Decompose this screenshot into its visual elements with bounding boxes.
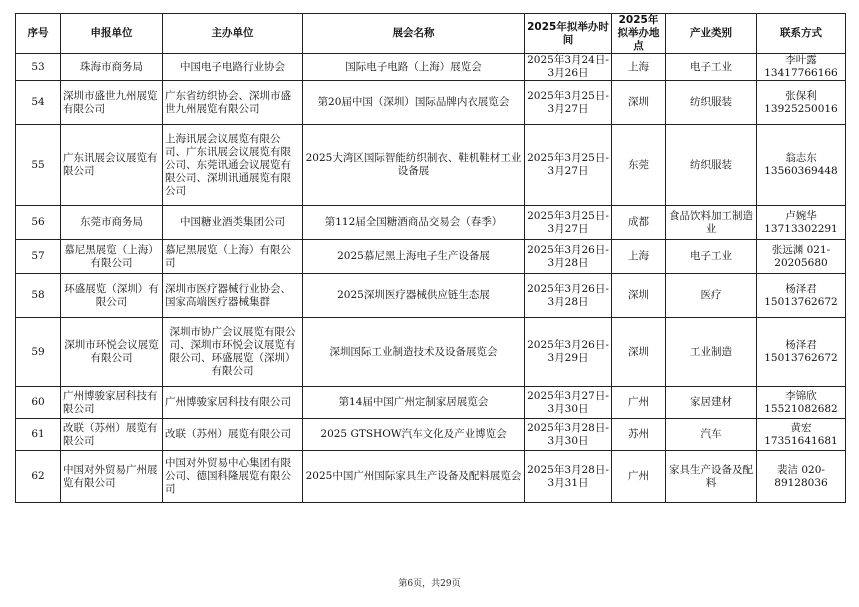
table-row [16,125,846,206]
cell-location: 上海 [612,240,666,274]
cell-time: 2025年3月28日-3月30日 [525,419,612,451]
table-row [16,54,846,81]
header-organizer: 主办单位 [163,14,303,54]
table-row [16,206,846,240]
cell-time: 2025年3月25日-3月27日 [525,125,612,206]
contact-phone: 15013762672 [764,352,838,364]
cell-time: 2025年3月26日-3月28日 [525,274,612,318]
cell-industry: 食品饮料加工制造业 [666,206,757,240]
contact-name: 杨泽君 [785,339,817,351]
contact-phone: 13713302291 [764,222,838,235]
cell-index: 56 [16,206,61,240]
cell-index: 62 [16,451,61,503]
table-header-row [16,14,846,54]
header-industry: 产业类别 [666,14,757,54]
cell-contact [757,318,846,387]
cell-organizer: 上海讯展会议展览有限公司、广东讯展会议展览有限公司、东莞讯通会议展览有限公司、深圳讯通展览有限公司 [163,125,303,206]
cell-applicant: 深圳市环悦会议展览有限公司 [61,318,163,387]
cell-exhibition: 第112届全国糖酒商品交易会（春季） [303,206,525,240]
contact-name: 李叶露 [785,54,817,66]
cell-applicant: 东莞市商务局 [61,206,163,240]
cell-contact [757,125,846,206]
cell-exhibition: 2025大湾区国际智能纺织制衣、鞋机鞋材工业设备展 [303,125,525,206]
cell-contact [757,81,846,125]
contact-name: 裴洁 020- [777,463,825,476]
cell-organizer: 中国电子电路行业协会 [163,54,303,81]
cell-contact [757,387,846,419]
contact-phone: 17351641681 [764,434,838,447]
contact-name: 李锦欣 [785,389,817,402]
cell-applicant: 改联（苏州）展览有限公司 [61,419,163,451]
header-contact: 联系方式 [757,14,846,54]
cell-exhibition: 国际电子电路（上海）展览会 [303,54,525,81]
cell-organizer: 中国对外贸易中心集团有限公司、德国科隆展览有限公司 [163,451,303,503]
cell-industry: 工业制造 [666,318,757,387]
cell-applicant: 慕尼黑展览（上海）有限公司 [61,240,163,274]
page-number: 第6页，共29页 [398,579,461,589]
cell-organizer: 广东省纺织协会、深圳市盛世九州展览有限公司 [163,81,303,125]
cell-industry: 电子工业 [666,54,757,81]
cell-industry: 电子工业 [666,240,757,274]
cell-time: 2025年3月24日-3月26日 [525,54,612,81]
cell-exhibition: 第14届中国广州定制家居展览会 [303,387,525,419]
cell-contact [757,206,846,240]
cell-industry: 家具生产设备及配料 [666,451,757,503]
cell-exhibition: 深圳国际工业制造技术及设备展览会 [303,318,525,387]
cell-applicant: 中国对外贸易广州展览有限公司 [61,451,163,503]
header-time: 2025年拟举办时间 [525,14,612,54]
cell-exhibition: 2025慕尼黑上海电子生产设备展 [303,240,525,274]
cell-organizer: 广州博骏家居科技有限公司 [163,387,303,419]
cell-index: 58 [16,274,61,318]
contact-phone: 13417766166 [764,67,838,79]
cell-organizer: 深圳市医疗器械行业协会、国家高端医疗器械集群 [163,274,303,318]
cell-location: 深圳 [612,274,666,318]
contact-name: 翁志东 [785,152,817,164]
cell-organizer: 改联（苏州）展览有限公司 [163,419,303,451]
cell-organizer: 中国糖业酒类集团公司 [163,206,303,240]
cell-location: 深圳 [612,318,666,387]
contact-phone: 13925250016 [764,102,838,115]
contact-name: 卢婉华 [785,209,817,222]
contact-phone: 15521082682 [764,402,838,415]
cell-organizer: 慕尼黑展览（上海）有限公司 [163,240,303,274]
cell-contact [757,419,846,451]
cell-time: 2025年3月27日-3月30日 [525,387,612,419]
cell-time: 2025年3月26日-3月29日 [525,318,612,387]
cell-location: 广州 [612,451,666,503]
table-row [16,318,846,387]
cell-exhibition: 2025深圳医疗器械供应链生态展 [303,274,525,318]
cell-index: 55 [16,125,61,206]
cell-contact [757,240,846,274]
cell-industry: 纺织服装 [666,81,757,125]
cell-contact [757,451,846,503]
table-row [16,419,846,451]
contact-name: 张远渊 021- [771,243,831,256]
cell-index: 57 [16,240,61,274]
contact-name: 张保利 [785,89,817,102]
cell-location: 广州 [612,387,666,419]
cell-applicant: 珠海市商务局 [61,54,163,81]
header-exhibition: 展会名称 [303,14,525,54]
cell-industry: 汽车 [666,419,757,451]
cell-exhibition: 2025 GTSHOW汽车文化及产业博览会 [303,419,525,451]
cell-location: 苏州 [612,419,666,451]
header-index: 序号 [16,14,61,54]
header-applicant: 申报单位 [61,14,163,54]
contact-name: 黄宏 [790,421,812,434]
cell-industry: 家居建材 [666,387,757,419]
cell-index: 53 [16,54,61,81]
cell-index: 59 [16,318,61,387]
table-row [16,240,846,274]
cell-time: 2025年3月25日-3月27日 [525,81,612,125]
contact-phone: 13560369448 [764,165,838,177]
cell-exhibition: 2025中国广州国际家具生产设备及配料展览会 [303,451,525,503]
cell-time: 2025年3月28日-3月31日 [525,451,612,503]
cell-organizer: 深圳市协广会议展览有限公司、深圳市环悦会议展览有限公司、环盛展览（深圳）有限公司 [163,318,303,387]
cell-contact [757,54,846,81]
cell-exhibition: 第20届中国（深圳）国际品牌内衣展览会 [303,81,525,125]
cell-applicant: 深圳市盛世九州展览有限公司 [61,81,163,125]
cell-location: 成都 [612,206,666,240]
cell-applicant: 广东讯展会议展览有限公司 [61,125,163,206]
cell-location: 东莞 [612,125,666,206]
cell-index: 54 [16,81,61,125]
cell-contact [757,274,846,318]
contact-name: 杨泽君 [785,282,817,295]
cell-applicant: 广州博骏家居科技有限公司 [61,387,163,419]
contact-phone: 89128036 [774,476,828,489]
cell-index: 60 [16,387,61,419]
cell-location: 深圳 [612,81,666,125]
cell-location: 上海 [612,54,666,81]
cell-time: 2025年3月25日-3月27日 [525,206,612,240]
table-row [16,451,846,503]
cell-index: 61 [16,419,61,451]
header-location: 2025年拟举办地点 [612,14,666,54]
contact-phone: 20205680 [774,256,828,269]
contact-phone: 15013762672 [764,295,838,308]
cell-applicant: 环盛展览（深圳）有限公司 [61,274,163,318]
table-row [16,387,846,419]
cell-time: 2025年3月26日-3月28日 [525,240,612,274]
table-row [16,81,846,125]
cell-industry: 纺织服装 [666,125,757,206]
exhibition-table [15,13,846,503]
table-row [16,274,846,318]
cell-industry: 医疗 [666,274,757,318]
